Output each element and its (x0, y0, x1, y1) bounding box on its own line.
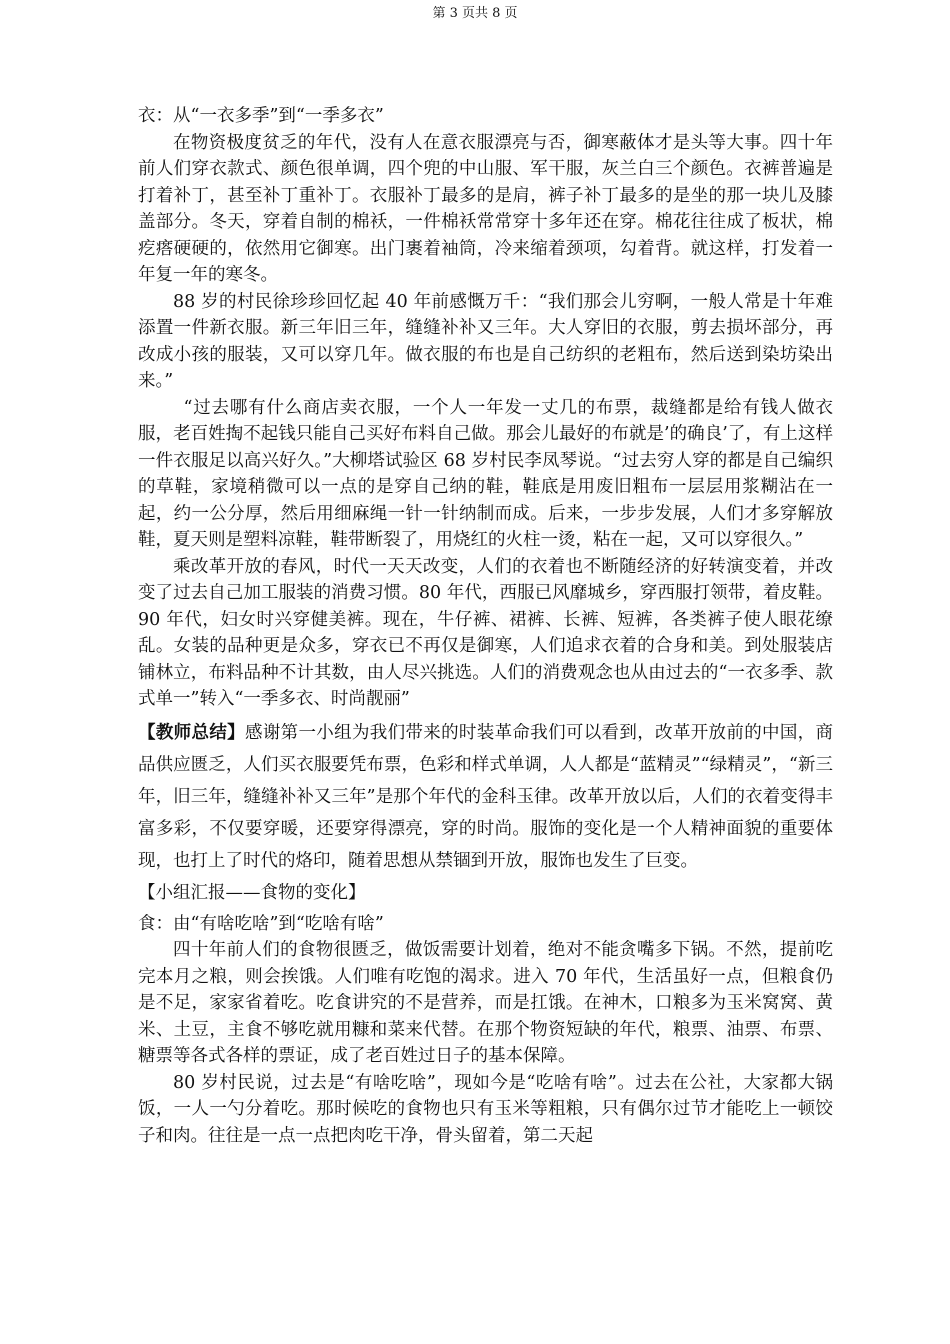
food-section (138, 911, 833, 1150)
food-title: 食：由“有啥吃啥”到“吃啥有啥” (138, 913, 384, 934)
teacher-summary-paragraph (138, 717, 833, 877)
clothing-paragraph-3: “过去哪有什么商店卖衣服，一个人一年发一丈几的布票，裁缝都是给有钱人做衣服，老百姓掏不起钱只能自己买好布料自己做。那会儿最好的布就是’的确良’了，有上这样一件衣服足以高兴好久。”大柳塔试验区 68 岁村民李凤琴说。“过去穷人穿的都是自己编织的草鞋，家境稍微可以一点的是穿自己纳的鞋，鞋底是用废旧粗布一层层用浆糊沾在一起，约一公分厚，然后用细麻绳一针一针纳制而成。后来，一步步发展，人们才多穿解放鞋，夏天则是塑料凉鞋，鞋带断裂了，用烧红的火柱一烫，粘在一起，又可以穿很久。” (138, 397, 833, 550)
clothing-paragraph-2: 88 岁的村民徐珍珍回忆起 40 年前感慨万千：“我们那会儿穷啊，一般人常是十年难添置一件新衣服。新三年旧三年，缝缝补补又三年。大人穿旧的衣服，剪去损坏部分，再改成小孩的服装，又可以穿几年。做衣服的布也是自己纺织的老粗布，然后送到染坊染出来。” (138, 291, 833, 391)
teacher-summary-label: 【教师总结】 (138, 722, 245, 743)
clothing-paragraph-4: 乘改革开放的春风，时代一天天改变，人们的衣着也不断随经济的好转演变着，并改变了过去自己加工服装的消费习惯。80 年代，西服已风靡城乡，穿西服打领带，着皮鞋。90 年代，妇女时兴穿健美裤。现在，牛仔裤、裙裤、长裤、短裤，各类裤子使人眼花缭乱。女装的品种更是众多，穿衣已不再仅是御寒，人们追求衣着的合身和美。到处服装店铺林立，布料品种不计其数，由人尽兴挑选。人们的消费观念也从由过去的“一衣多季、款式单一”转入“一季多衣、时尚靓丽” (138, 556, 833, 709)
clothing-section (138, 103, 833, 713)
clothing-paragraph-1: 在物资极度贫乏的年代，没有人在意衣服漂亮与否，御寒蔽体才是头等大事。四十年前人们穿衣款式、颜色很单调，四个兜的中山服、军干服，灰兰白三个颜色。衣裤普遍是打着补丁，甚至补丁重补丁。衣服补丁最多的是肩，裤子补丁最多的是坐的那一块儿及膝盖部分。冬天，穿着自制的棉袄，一件棉袄常常穿十多年还在穿。棉花往往成了板状，棉疙瘩硬硬的，依然用它御寒。出门裹着袖筒，冷来缩着颈项，勾着背。就这样，打发着一年复一年的寒冬。 (138, 132, 833, 285)
teacher-summary-text: 感谢第一小组为我们带来的时装革命我们可以看到，改革开放前的中国，商品供应匮乏，人们买衣服要凭布票，色彩和样式单调，人人都是“蓝精灵”“绿精灵”，“新三年，旧三年，缝缝补补又三年”是那个年代的金科玉律。改革开放以后，人们的衣着变得丰富多彩，不仅要穿暖，还要穿得漂亮，穿的时尚。服饰的变化是一个人精神面貌的重要体现，也打上了时代的烙印，随着思想从禁锢到开放，服饰也发生了巨变。 (138, 722, 834, 871)
food-paragraph-1: 四十年前人们的食物很匮乏，做饭需要计划着，绝对不能贪嘴多下锅。不然，提前吃完本月之粮，则会挨饿。人们唯有吃饱的渴求。进入 70 年代，生活虽好一点，但粮食仍是不足，家家省着吃。吃食讲究的不是营养，而是扛饿。在神木，口粮多为玉米窝窝、黄米、土豆，主食不够吃就用糠和菜来代替。在那个物资短缺的年代，粮票、油票、布票、糖票等各式各样的票证，成了老百姓过日子的基本保障。 (138, 940, 833, 1066)
teacher-summary-section (138, 717, 833, 909)
clothing-title: 衣：从“一衣多季”到“一季多衣” (138, 106, 384, 126)
document-body (138, 103, 833, 1149)
page-number-header: 第 3 页共 8 页 (432, 6, 518, 21)
group-report-heading: 【小组汇报——食物的变化】 (138, 882, 366, 903)
food-paragraph-2: 80 岁村民说，过去是“有啥吃啥”，现如今是“吃啥有啥”。过去在公社，大家都大锅饭，一人一勺分着吃。那时候吃的食物也只有玉米等粗粮，只有偶尔过节才能吃上一顿饺子和肉。往往是一点一点把肉吃干净，骨头留着，第二天起 (138, 1072, 833, 1146)
